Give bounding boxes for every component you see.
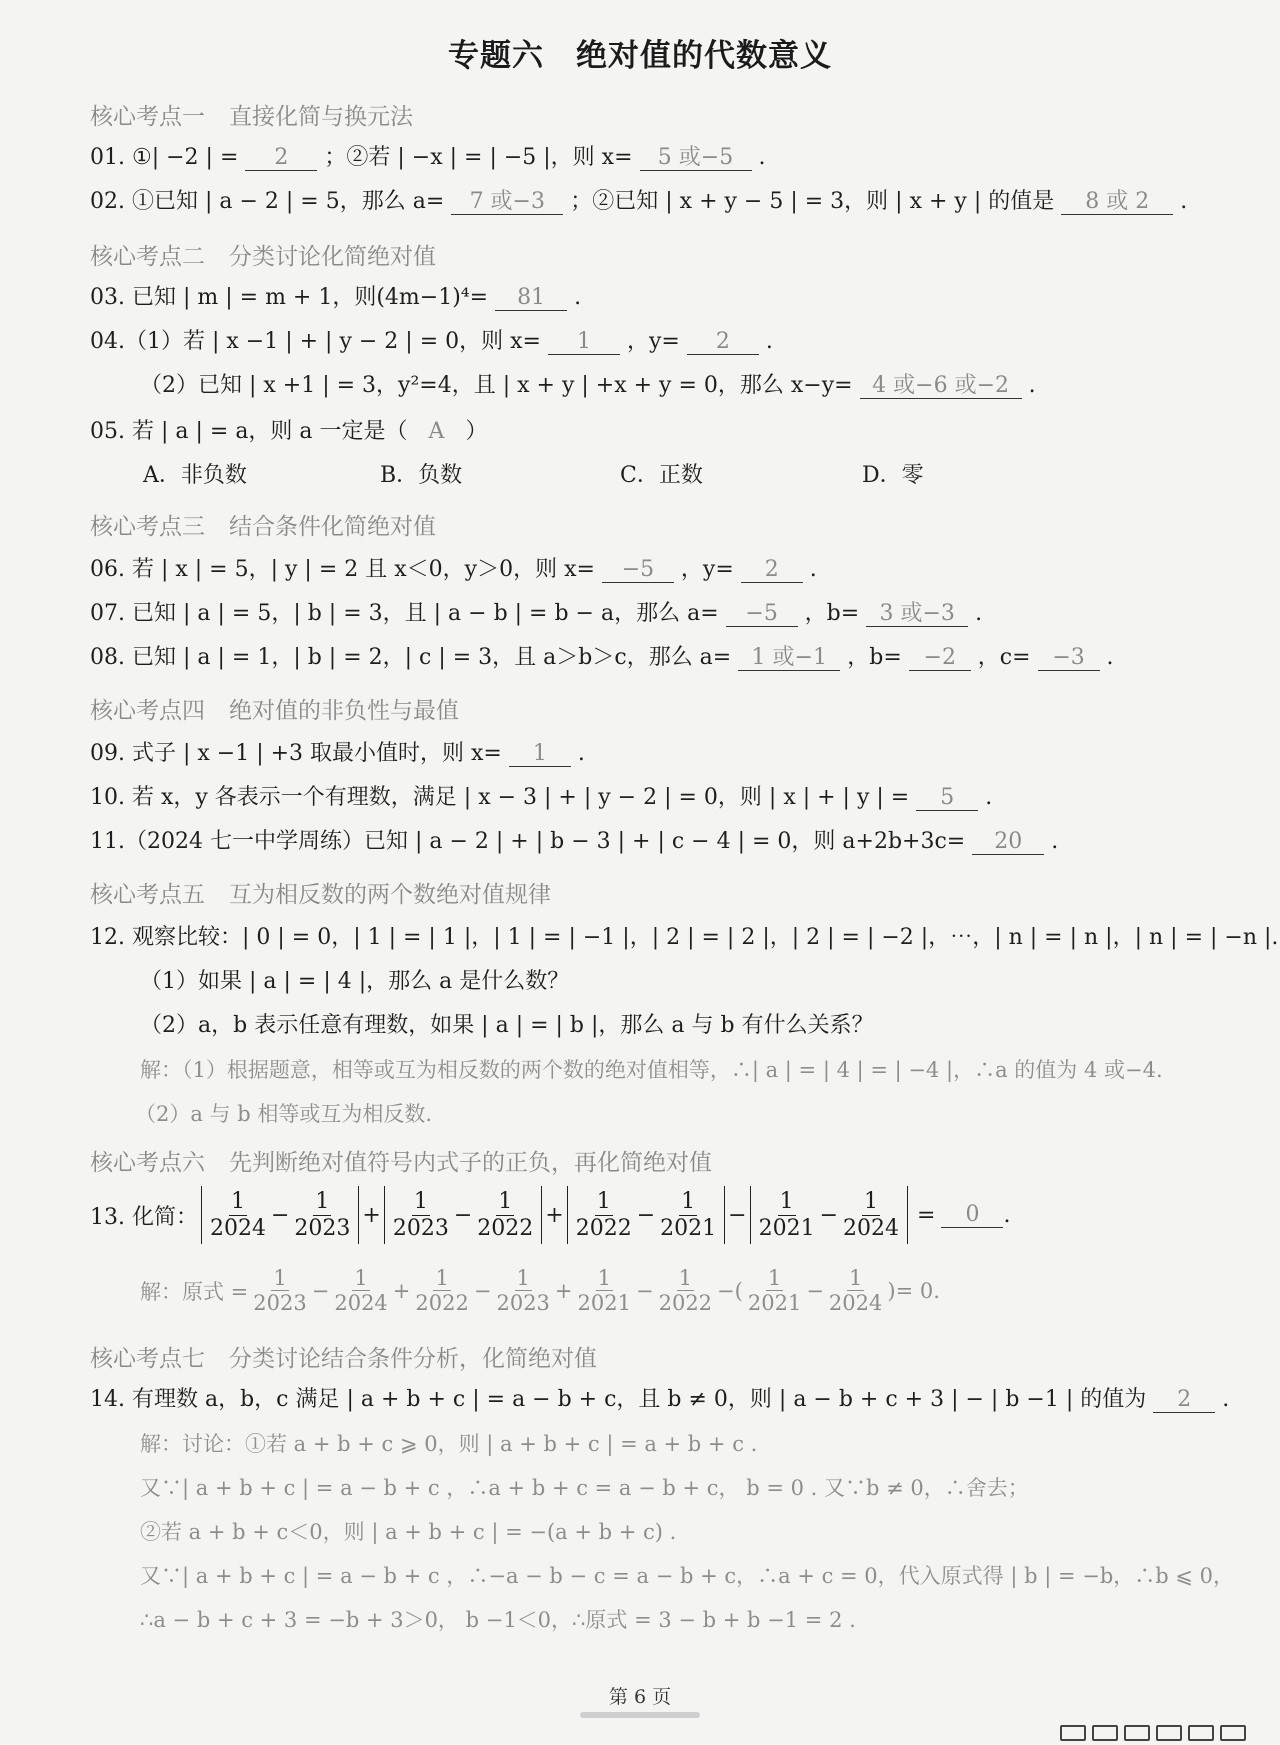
answer-blank: −5 xyxy=(726,601,798,627)
answer-blank: 8 或 2 xyxy=(1061,189,1173,215)
fraction: $\frac{1}{2022}$ xyxy=(477,1189,534,1241)
fraction: $\frac{1}{2024}$ xyxy=(334,1266,388,1316)
section-label: 核心考点六 xyxy=(90,1150,205,1176)
section-label: 核心考点一 xyxy=(90,104,205,130)
solution-14-line4: 又∵| a + b + c | = a − b + c ，∴−a − b − c = a − b + c，∴a + c = 0，代入原式得 | b | = −b，∴b ⩽ 0， xyxy=(140,1564,1235,1588)
question-01: 01. ①| −2 | = 2 ；②若 | −x | = | −5 |，则 x= 5 或−5 . xyxy=(90,145,766,170)
fraction: $\frac{1}{2023}$ xyxy=(253,1266,307,1316)
question-14: 14. 有理数 a，b，c 满足 | a + b + c | = a − b + c，且 b ≠ 0，则 | a − b + c + 3 | − | b −1 | 的值为 2 . xyxy=(90,1387,1230,1412)
section-label: 核心考点四 xyxy=(90,698,205,724)
section-label: 核心考点七 xyxy=(90,1346,205,1372)
answer-blank: −2 xyxy=(909,645,971,671)
fraction: $\frac{1}{2023}$ xyxy=(294,1189,351,1241)
answer-blank: 7 或−3 xyxy=(451,189,563,215)
section-heading-1 xyxy=(90,98,413,131)
solution-14-line5: ∴a − b + c + 3 = −b + 3＞0， b −1＜0，∴原式 = 3 − b + b −1 = 2 . xyxy=(140,1608,856,1632)
page-number: 第 6 页 xyxy=(608,1686,672,1708)
question-06: 06. 若 | x | = 5，| y | = 2 且 x＜0，y＞0，则 x= −5 ，y= 2 . xyxy=(90,557,817,582)
option-d: D．零 xyxy=(862,463,924,488)
answer-blank: 0 xyxy=(941,1202,1003,1228)
fraction: $\frac{1}{2024}$ xyxy=(209,1189,266,1241)
section-label: 核心考点三 xyxy=(90,514,205,540)
question-08: 08. 已知 | a | = 1，| b | = 2，| c | = 3，且 a＞b＞c，那么 a= 1 或−1 ，b= −2 ，c= −3 . xyxy=(90,645,1114,670)
fraction: $\frac{1}{2021}$ xyxy=(747,1266,802,1316)
question-10: 10. 若 x，y 各表示一个有理数，满足 | x − 3 | + | y − 2 | = 0，则 | x | + | y | = 5 . xyxy=(90,785,993,810)
option-c: C．正数 xyxy=(620,463,703,488)
answer-blank: 5 或−5 xyxy=(640,145,752,171)
question-12: 12. 观察比较：| 0 | = 0，| 1 | = | 1 |，| 1 | = | −1 |，| 2 | = | 2 |，| 2 | = | −2 |，⋯，| n | = | n |，| n | = | −n |. xyxy=(90,925,1279,950)
page-title: 专题六 绝对值的代数意义 xyxy=(448,38,832,74)
answer-blank: 1 xyxy=(548,329,620,355)
corner-mark xyxy=(1060,1726,1250,1740)
fraction: $\frac{1}{2022}$ xyxy=(415,1266,469,1316)
solution-14-line1: 解：讨论：①若 a + b + c ⩾ 0，则 | a + b + c | = a + b + c . xyxy=(140,1432,758,1456)
solution-14-line3: ②若 a + b + c＜0，则 | a + b + c | = −(a + b + c) . xyxy=(140,1520,677,1544)
answer-blank: 2 xyxy=(741,557,803,583)
section-name: 分类讨论结合条件分析，化简绝对值 xyxy=(229,1346,597,1372)
section-heading-6 xyxy=(90,1144,712,1177)
fraction: $\frac{1}{2022}$ xyxy=(658,1266,713,1316)
solution-12-line2: （2）a 与 b 相等或互为相反数. xyxy=(135,1102,433,1126)
answer-blank: 81 xyxy=(495,285,567,311)
footer-divider xyxy=(580,1712,700,1718)
fraction: $\frac{1}{2024}$ xyxy=(843,1189,900,1241)
section-label: 核心考点二 xyxy=(90,244,205,270)
solution-12-line1: 解：（1）根据题意，相等或互为相反数的两个数的绝对值相等，∴| a | = | 4 | = | −4 |，∴a 的值为 4 或−4. xyxy=(140,1058,1163,1082)
solution-13: 解：原式 = $\frac{1}{2023}$ − $\frac{1}{2024}$ + $\frac{1}{2022}$ − $\frac{1}{2023}$ + $\frac{1}{2021}$ − $\frac{1}{2022}$ − ( $\frac{1}{2021}$ − $\frac{1}{2024}$ ) = 0. xyxy=(140,1266,940,1316)
section-name: 先判断绝对值符号内式子的正负，再化简绝对值 xyxy=(229,1150,712,1176)
section-heading-5 xyxy=(90,876,551,909)
fraction: $\frac{1}{2022}$ xyxy=(575,1189,632,1241)
section-heading-2 xyxy=(90,238,436,271)
answer-blank: 1 或−1 xyxy=(738,645,840,671)
question-07: 07. 已知 | a | = 5，| b | = 3，且 | a − b | = b − a，那么 a= −5 ，b= 3 或−3 . xyxy=(90,601,983,626)
section-label: 核心考点五 xyxy=(90,882,205,908)
question-13: 13. 化简： $\frac{1}{2024}$ − $\frac{1}{2023}$ + $\frac{1}{2023}$ − $\frac{1}{2022}$ + $\frac{1}{2022}$ − $\frac{1}{2021}$ − $\frac{1}{2021}$ − $\frac{1}{2024}$ = 0 . xyxy=(90,1186,1010,1244)
answer-blank: 4 或−6 或−2 xyxy=(860,373,1022,399)
option-b: B．负数 xyxy=(380,463,463,488)
answer-blank: −3 xyxy=(1038,645,1100,671)
fraction: $\frac{1}{2021}$ xyxy=(758,1189,815,1241)
answer-blank: 2 xyxy=(1153,1387,1215,1413)
answer-blank: 20 xyxy=(972,829,1044,855)
question-04-part2: （2）已知 | x +1 | = 3，y²=4，且 | x + y | +x + y = 0，那么 x−y= 4 或−6 或−2 . xyxy=(140,373,1036,398)
fraction: $\frac{1}{2021}$ xyxy=(660,1189,717,1241)
fraction: $\frac{1}{2023}$ xyxy=(496,1266,550,1316)
section-name: 绝对值的非负性与最值 xyxy=(229,698,459,724)
section-heading-4 xyxy=(90,692,459,725)
answer-blank: 1 xyxy=(509,741,571,767)
question-09: 09. 式子 | x −1 | +3 取最小值时，则 x= 1 . xyxy=(90,741,585,766)
section-name: 互为相反数的两个数绝对值规律 xyxy=(229,882,551,908)
answer-blank: 3 或−3 xyxy=(866,601,968,627)
fraction: $\frac{1}{2024}$ xyxy=(828,1266,883,1316)
question-04-part1: 04.（1）若 | x −1 | + | y − 2 | = 0，则 x= 1 ，y= 2 . xyxy=(90,329,773,354)
choice-answer: A xyxy=(428,419,445,444)
section-name: 结合条件化简绝对值 xyxy=(229,514,436,540)
question-03: 03. 已知 | m | = m + 1，则(4m−1)⁴= 81 . xyxy=(90,285,582,310)
question-12-part2: （2）a，b 表示任意有理数，如果 | a | = | b |，那么 a 与 b 有什么关系？ xyxy=(140,1013,874,1038)
option-a: A．非负数 xyxy=(143,463,247,488)
section-name: 直接化简与换元法 xyxy=(229,104,413,130)
answer-blank: −5 xyxy=(602,557,674,583)
section-heading-7 xyxy=(90,1340,597,1373)
answer-blank: 5 xyxy=(916,785,978,811)
question-11: 11.（2024 七一中学周练）已知 | a − 2 | + | b − 3 | + | c − 4 | = 0，则 a+2b+3c= 20 . xyxy=(90,829,1059,854)
fraction: $\frac{1}{2021}$ xyxy=(577,1266,631,1316)
section-name: 分类讨论化简绝对值 xyxy=(229,244,436,270)
section-heading-3 xyxy=(90,508,436,541)
question-02: 02. ①已知 | a − 2 | = 5，那么 a= 7 或−3 ；②已知 | x + y − 5 | = 3，则 | x + y | 的值是 8 或 2 . xyxy=(90,189,1188,214)
question-05: 05. 若 | a | = a，则 a 一定是（ A ） xyxy=(90,419,488,444)
answer-blank: 2 xyxy=(687,329,759,355)
question-12-part1: （1）如果 | a | = | 4 |，那么 a 是什么数？ xyxy=(140,969,570,994)
answer-blank: 2 xyxy=(245,145,317,171)
solution-14-line2: 又∵| a + b + c | = a − b + c ，∴a + b + c = a − b + c， b = 0 . 又∵b ≠ 0，∴舍去； xyxy=(140,1476,1029,1500)
fraction: $\frac{1}{2023}$ xyxy=(392,1189,449,1241)
